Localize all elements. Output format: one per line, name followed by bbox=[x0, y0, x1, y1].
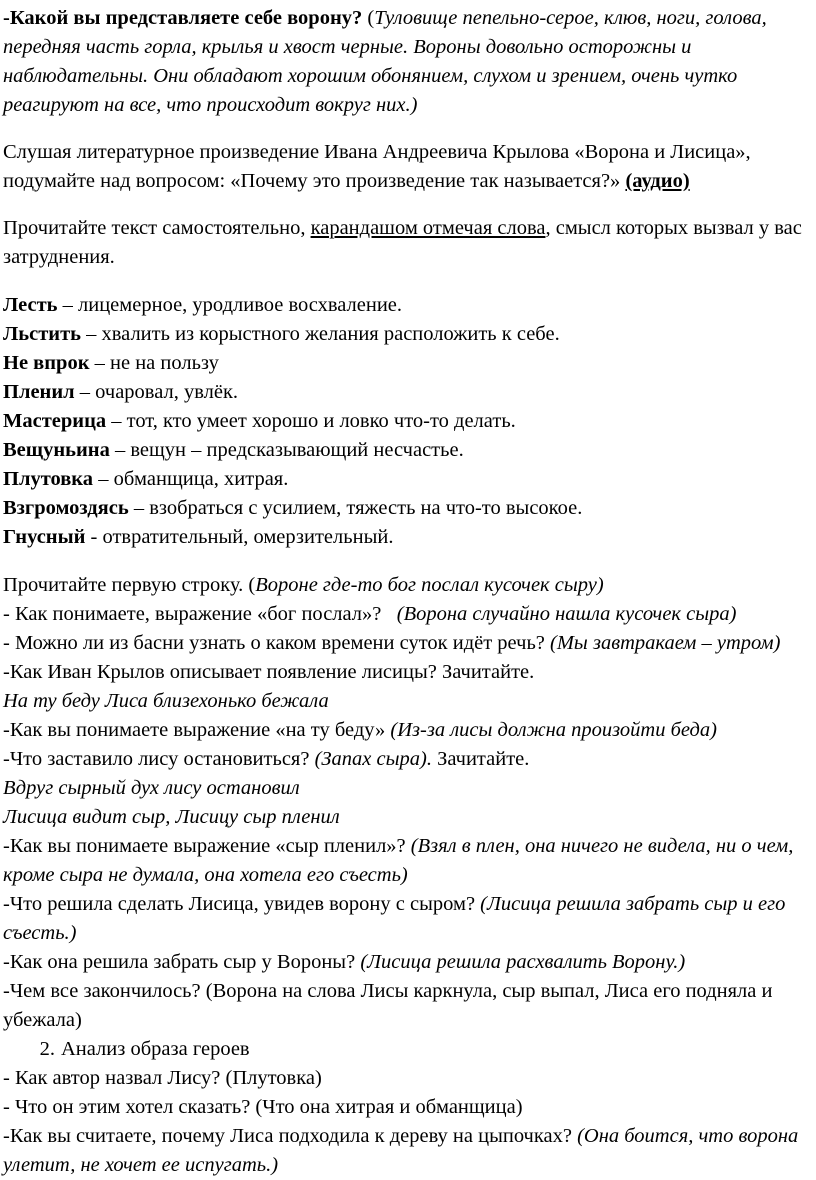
line-answer: (Она боится, что ворона улетит, не хочет ее испугать.) bbox=[3, 1125, 799, 1176]
line-text: - Что он этим хотел сказать? (Что она хитрая и обманщица) bbox=[3, 1096, 523, 1118]
line-quote: На ту беду Лиса близехонько бежала bbox=[3, 690, 329, 712]
spacer bbox=[3, 272, 808, 291]
glossary-term: Льстить bbox=[3, 323, 82, 345]
section-heading bbox=[3, 1035, 808, 1064]
read-paragraph bbox=[3, 214, 808, 272]
discussion-line bbox=[3, 977, 808, 1035]
line-answer: (Лисица решила забрать сыр и его съесть.) bbox=[3, 893, 786, 944]
discussion-line bbox=[3, 1122, 808, 1180]
discussion-line bbox=[3, 629, 808, 658]
glossary-entry bbox=[3, 291, 808, 320]
glossary-definition: – очаровал, увлёк. bbox=[74, 381, 239, 403]
discussion-line bbox=[3, 890, 808, 948]
quote-line bbox=[3, 774, 808, 803]
glossary-entry bbox=[3, 407, 808, 436]
discussion-line bbox=[3, 600, 808, 629]
spacer bbox=[3, 552, 808, 571]
section-title: Анализ образа героев bbox=[61, 1038, 250, 1060]
discussion-line bbox=[3, 1064, 808, 1093]
quote-line bbox=[3, 687, 808, 716]
listen-paragraph bbox=[3, 138, 808, 196]
line-answer: (Лисица решила расхвалить Ворону.) bbox=[360, 951, 686, 973]
glossary-definition: – обманщица, хитрая. bbox=[93, 468, 289, 490]
line-quote: Вдруг сырный дух лису остановил bbox=[3, 777, 300, 799]
line-text: Прочитайте первую строку. ( bbox=[3, 574, 256, 596]
line-text: -Как вы понимаете выражение «сыр пленил»? bbox=[3, 835, 411, 857]
glossary-term: Пленил bbox=[3, 381, 75, 403]
glossary-definition: - отвратительный, омерзительный. bbox=[85, 526, 394, 548]
spacer bbox=[3, 196, 808, 214]
spacer bbox=[3, 120, 808, 138]
line-answer: (Запах сыра). bbox=[314, 748, 432, 770]
line-text: -Как Иван Крылов описывает появление лисицы? Зачитайте. bbox=[3, 661, 535, 683]
glossary-term: Взгромоздясь bbox=[3, 497, 129, 519]
line-text: -Как вы считаете, почему Лиса подходила к дереву на цыпочках? bbox=[3, 1125, 578, 1147]
glossary-entry bbox=[3, 523, 808, 552]
line-answer: Вороне где-то бог послал кусочек сыру) bbox=[255, 574, 604, 596]
line-text: -Чем все закончилось? (Ворона на слова Лисы каркнула, сыр выпал, Лиса его подняла и убежала) bbox=[3, 980, 773, 1031]
glossary-term: Гнусный bbox=[3, 526, 86, 548]
intro-question: -Какой вы представляете себе ворону? bbox=[3, 7, 363, 29]
intro-paragraph bbox=[3, 4, 808, 120]
line-text: - Как понимаете, выражение «бог послал»? bbox=[3, 603, 397, 625]
line-text: - Как автор назвал Лису? (Плутовка) bbox=[3, 1067, 322, 1089]
line-text: - Можно ли из басни узнать о каком времени суток идёт речь? bbox=[3, 632, 551, 654]
line-text: -Как вы понимаете выражение «на ту беду» bbox=[3, 719, 391, 741]
line-answer: (Из-за лисы должна произойти беда) bbox=[390, 719, 717, 741]
glossary-entry bbox=[3, 349, 808, 378]
read-underlined: карандашом отмечая слова bbox=[310, 217, 546, 239]
audio-link[interactable]: (аудио) bbox=[625, 170, 690, 192]
glossary-entry bbox=[3, 436, 808, 465]
line-answer: (Ворона случайно нашла кусочек сыра) bbox=[396, 603, 737, 625]
line-tail: Зачитайте. bbox=[431, 748, 530, 770]
line-text: -Что заставило лису остановиться? bbox=[3, 748, 315, 770]
intro-open-paren: ( bbox=[362, 7, 375, 29]
glossary-entry bbox=[3, 378, 808, 407]
glossary-term: Не впрок bbox=[3, 352, 90, 374]
discussion-line bbox=[3, 571, 808, 600]
discussion bbox=[3, 571, 808, 1035]
line-text: -Что решила сделать Лисица, увидев ворону с сыром? bbox=[3, 893, 481, 915]
glossary-definition: – хвалить из корыстного желания расположить к себе. bbox=[81, 323, 560, 345]
read-after: , смысл которых вызвал у вас затруднения. bbox=[3, 217, 802, 268]
line-answer: (Мы завтракаем – утром) bbox=[550, 632, 781, 654]
discussion-line bbox=[3, 716, 808, 745]
glossary-term: Мастерица bbox=[3, 410, 107, 432]
discussion-line bbox=[3, 1093, 808, 1122]
glossary bbox=[3, 291, 808, 552]
glossary-term: Вещуньина bbox=[3, 439, 110, 461]
glossary-definition: – взобраться с усилием, тяжесть на что-то высокое. bbox=[128, 497, 583, 519]
discussion-line bbox=[3, 948, 808, 977]
section-number: 2. bbox=[39, 1038, 55, 1060]
glossary-entry bbox=[3, 320, 808, 349]
glossary-definition: – не на пользу bbox=[89, 352, 219, 374]
intro-description: Туловище пепельно-серое, клюв, ноги, голова, передняя часть горла, крылья и хвост черные. Вороны довольно осторожны и наблюдательны. Они обладают хорошим обонянием, слухом и зрением, очень чутко реагируют на все, что происходит вокруг них.) bbox=[3, 7, 767, 116]
glossary-term: Плутовка bbox=[3, 468, 94, 490]
glossary-definition: – вещун – предсказывающий несчастье. bbox=[109, 439, 464, 461]
glossary-definition: – тот, кто умеет хорошо и ловко что-то делать. bbox=[106, 410, 516, 432]
line-answer: (Взял в плен, она ничего не видела, ни о чем, кроме сыра не думала, она хотела его съесть) bbox=[3, 835, 794, 886]
discussion-line bbox=[3, 745, 808, 774]
hero-analysis bbox=[3, 1064, 808, 1180]
listen-text: Слушая литературное произведение Ивана Андреевича Крылова «Ворона и Лисица», подумайте над вопросом: «Почему это произведение так называется?» bbox=[3, 141, 751, 192]
discussion-line bbox=[3, 658, 808, 687]
line-text: -Как она решила забрать сыр у Вороны? bbox=[3, 951, 361, 973]
read-before: Прочитайте текст самостоятельно, bbox=[3, 217, 311, 239]
glossary-entry bbox=[3, 494, 808, 523]
discussion-line bbox=[3, 832, 808, 890]
glossary-term: Лесть bbox=[3, 294, 58, 316]
glossary-entry bbox=[3, 465, 808, 494]
glossary-definition: – лицемерное, уродливое восхваление. bbox=[57, 294, 403, 316]
quote-line bbox=[3, 803, 808, 832]
line-quote: Лисица видит сыр, Лисицу сыр пленил bbox=[3, 806, 340, 828]
